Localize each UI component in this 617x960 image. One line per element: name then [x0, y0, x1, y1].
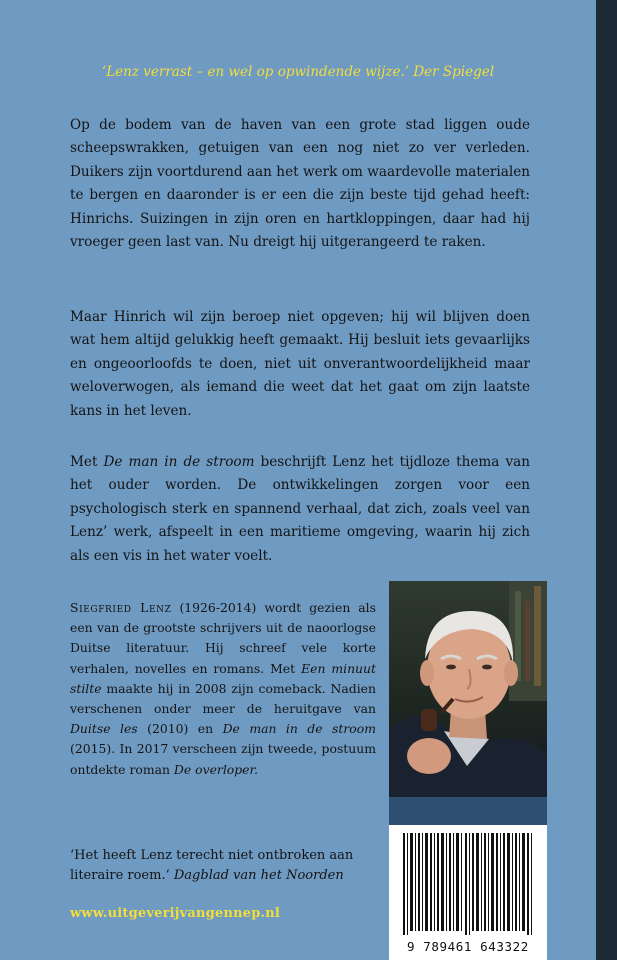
bio-text-2: maakte hij in 2008 zijn comeback. Nadien verschenen onder meer de heruitgave van	[70, 680, 376, 717]
blurb-p3-rest: beschrijft Lenz het tijdloze thema van het ouder worden. De ontwikkelingen zorgen voor een psychologisch sterk en spannend verhaal, dat zich, zoals veel van Lenz’ werk, afspeelt in een maritieme omgeving, waarin hij zich als een vis in het water voelt.	[70, 454, 530, 564]
author-bio	[70, 598, 376, 780]
photo-band	[389, 797, 547, 825]
bio-book-4: De overloper.	[173, 761, 259, 777]
isbn-barcode	[389, 825, 547, 960]
isbn-digits: 9 789461 643322	[407, 939, 529, 954]
author-name: Siegfried Lenz	[70, 600, 172, 615]
bottom-quote	[70, 846, 370, 886]
bio-text-4: (2015). In 2017 verscheen zijn tweede, postuum ontdekte roman	[70, 741, 376, 777]
bio-text-3: (2010) en	[147, 721, 214, 737]
top-quote-text: ‘Lenz verrast – en wel op opwindende wijze.’	[101, 64, 410, 80]
bio-book-1: Een minuut stilte	[70, 660, 376, 696]
top-quote-source: Der Spiegel	[413, 64, 495, 80]
top-quote	[0, 64, 596, 80]
book-title: De man in de stroom	[103, 454, 255, 470]
author-portrait-illustration	[389, 581, 547, 797]
bottom-quote-source: Dagblad van het Noorden	[173, 868, 344, 883]
blurb-paragraph-2: Maar Hinrich wil zijn beroep niet opgeven; hij wil blijven doen wat hem altijd gelukkig heeft gemaakt. Hij besluit iets gevaarlijks en ongeoorloofds te doen, niet uit onverantwoordelijkheid maar weloverwogen, als iemand die weet dat het gaat om zijn laatste kans in het leven.	[70, 309, 530, 419]
bio-book-3: De man in de stroom	[222, 721, 376, 737]
blurb-paragraph-3	[70, 451, 530, 568]
blurb-p3-prefix: Met	[70, 454, 98, 470]
author-photo	[389, 581, 547, 797]
bottom-quote-text: ‘Het heeft Lenz terecht niet ontbroken aan literaire roem.’	[70, 848, 354, 883]
barcode-bars	[389, 825, 547, 935]
publisher-website-link[interactable]: www.uitgeverijvangennep.nl	[70, 906, 281, 921]
blurb-paragraph-1: Op de bodem van de haven van een grote stad liggen oude scheepswrakken, getuigen van een nog niet zo ver verleden. Duikers zijn voortdurend aan het werk om waardevolle materialen te bergen en daaronder is er een die zijn beste tijd gehad heeft: Hinrichs. Suizingen in zijn oren en hartkloppingen, daar had hij vroeger geen last van. Nu dreigt hij uitgerangeerd te raken.	[70, 117, 530, 251]
bio-book-2: Duitse les	[70, 721, 138, 737]
bio-text-1: (1926-2014) wordt gezien als een van de grootste schrijvers uit de naoorlogse Duitse literatuur. Hij schreef vele korte verhalen, novelles en romans. Met	[70, 600, 376, 676]
